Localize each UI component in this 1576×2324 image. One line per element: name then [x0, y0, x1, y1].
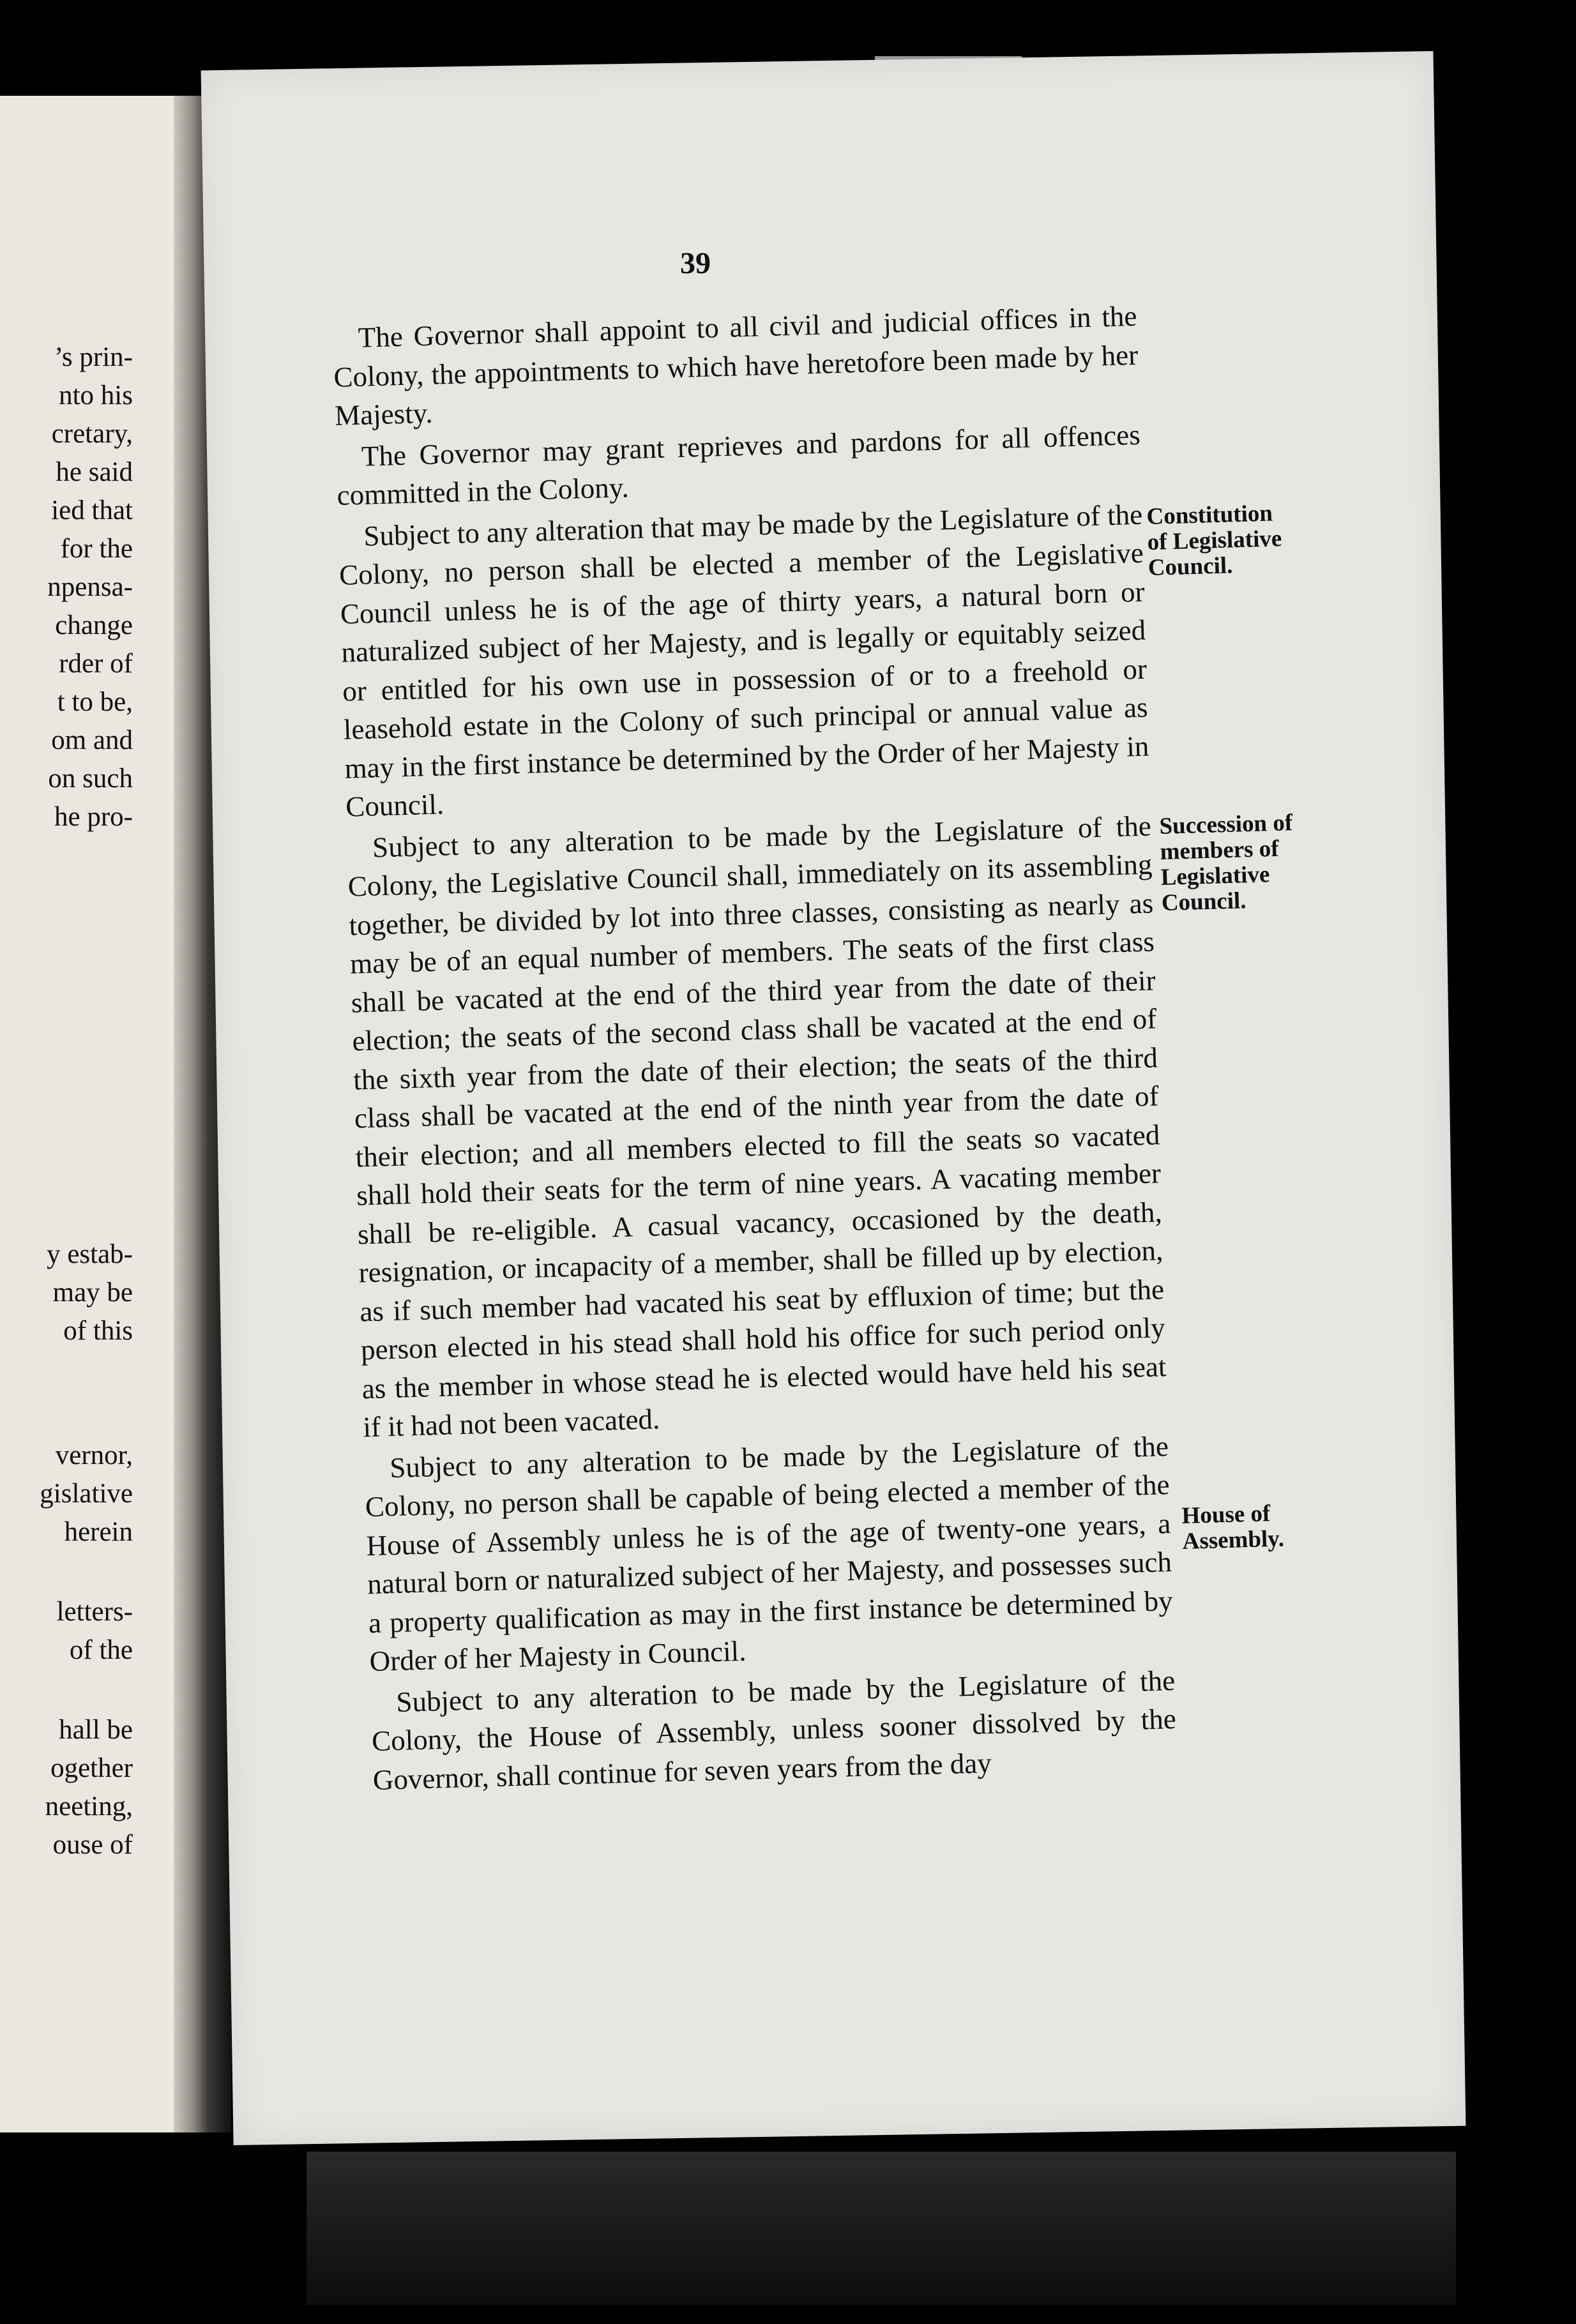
left-page-line: ied that — [51, 495, 133, 525]
paragraph-assembly-duration: Subject to any alteration to be made by the Legislature of the Colony, the House of Assembly, unless sooner dissolved by the Governor, shall continue for seven years from the day — [371, 1664, 1177, 1796]
left-page-line: of the — [69, 1635, 133, 1665]
margin-note-house-of-assembly: House of Assembly. — [1181, 1500, 1285, 1555]
left-page-line: he pro- — [54, 802, 133, 832]
left-page-line: ouse of — [52, 1830, 133, 1860]
paragraph-council-qualification: Subject to any alteration that may be made by the Legislature of the Colony, no person shall be elected a member of the Legislative Council unless he is of the age of thirty years, a natural born or naturalized subject of her Majesty, and is legally or equitably seized or entitled for his own use in possession of or to a freehold or leasehold estate in the Colony of such principal or annual value as may in the first instance be determined by the Order of her Majesty in Council. — [338, 498, 1149, 823]
left-page-line: npensa- — [47, 572, 133, 602]
margin-note-constitution: Constitution of Legislative Council. — [1146, 500, 1282, 581]
body-text — [332, 297, 1178, 1802]
left-page-line: gislative — [40, 1479, 133, 1509]
left-page-line: of this — [63, 1316, 133, 1346]
paragraph-governor-appointments: The Governor shall appoint to all civil and judicial offices in the Colony, the appointments to which have heretofore been made by her Majesty. — [333, 299, 1139, 432]
left-page-line: nto his — [59, 381, 133, 411]
left-page-line: change — [55, 610, 133, 640]
paragraph-reprieves: The Governor may grant reprieves and pardons for all offences committed in the Colony. — [337, 418, 1141, 511]
left-page-line: om and — [51, 725, 133, 755]
left-page-line: herein — [64, 1517, 133, 1547]
left-page-line: ogether — [50, 1753, 133, 1783]
left-page-line: neeting, — [45, 1792, 133, 1822]
left-page-line: t to be, — [57, 687, 133, 717]
left-page-line: y estab- — [47, 1239, 133, 1269]
left-page-line: on such — [48, 764, 133, 794]
left-page-line: for the — [60, 534, 133, 564]
left-page-line: may be — [52, 1278, 133, 1308]
paragraph-council-succession: Subject to any alteration to be made by the Legislature of the Colony, the Legislative Council shall, immediately on its assembling together, be divided by lot into three classes, consisting as nearly as may be of an equal number of members. The seats of the first class shall be vacated at the end of the third year from the date of their election; the seats of the second class shall be vacated at the end of the sixth year from the date of their election; the seats of the third class shall be vacated at the end of the ninth year from the date of their election; and all members elected to fill the seats so vacated shall hold their seats for the term of nine years. A vacating member shall be re-eligible. A casual vacancy, occasioned by the death, resignation, or incapacity of a member, shall be filled up by election, as if such member had vacated his seat by effluxion of time; but the person elected in his stead shall hold his office for such period only as the member in whose stead he is elected would have held his seat if it had not been vacated. — [347, 810, 1167, 1444]
page-number: 39 — [680, 246, 711, 280]
left-page-line: vernor, — [55, 1440, 133, 1470]
left-page-line: he said — [56, 457, 133, 487]
paragraph-assembly-qualification: Subject to any alteration to be made by the Legislature of the Colony, no person shall be capable of being elected a member of the House of Assembly unless he is of the age of twenty-one years, a natural born or naturalized subject of her Majesty, and possesses such a property qualification as may in the first instance be determined by Order of her Majesty in Council. — [365, 1430, 1174, 1678]
left-page-line: hall be — [59, 1715, 133, 1745]
left-page-line: letters- — [56, 1597, 133, 1627]
left-page-line: rder of — [59, 649, 133, 679]
left-page-line: ’s prin- — [54, 342, 133, 372]
left-page-line: cretary, — [51, 419, 133, 449]
book-bottom-edge — [307, 2152, 1456, 2305]
margin-note-succession: Succession of members of Legislative Council. — [1158, 810, 1293, 916]
